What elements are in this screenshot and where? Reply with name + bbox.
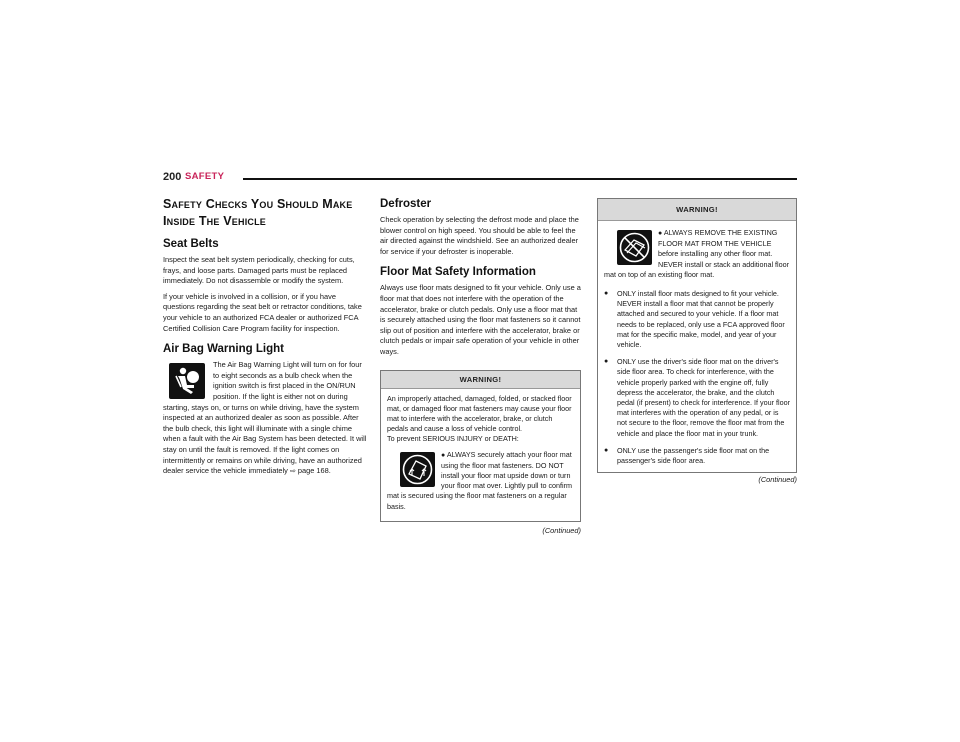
floor-mat-paragraph: Always use floor mats designed to fit your vehicle. Only use a floor mat that does not interfere with the operation of the accelerator, brake or clutch pedals. Only use a floor mat that is securely attached using the floor mat fasteners so it cannot slip out of position and interfere with the accelerator, brake or clutch pedals or impair safe operation of your vehicle in other ways. <box>380 283 581 356</box>
list-item: ● ONLY use the driver's side floor mat on the driver's side floor area. To check for interference, with the vehicle properly parked with the engine off, fully depress the accelerator, the brake, and the clutch pedal (if present) to check for interference. If your floor mat interferes with the operation of any pedal, or is not secure to the floor, remove the floor mat from the vehicle and place the floor mat in your trunk. <box>604 357 790 438</box>
column-2 <box>380 196 581 535</box>
list-item: ● ONLY install floor mats designed to fit your vehicle. NEVER install a floor mat that cannot be properly attached and secured to your vehicle. If a floor mat needs to be replaced, only use a FCA approved floor mat for the specific make, model, and year of your vehicle. <box>604 289 785 350</box>
page-header <box>163 171 797 185</box>
warning-title: WARNING! <box>381 371 580 389</box>
no-stacking-floor-mat-icon <box>617 230 652 265</box>
list-item: ● ONLY use the passenger's side floor mat on the passenger's side floor area. <box>604 445 770 466</box>
continued-label: (Continued) <box>758 475 797 485</box>
column-3 <box>597 196 797 484</box>
section-name: SAFETY <box>185 171 225 182</box>
floor-mat-heading: Floor Mat Safety Information <box>380 266 536 279</box>
page-ref-link[interactable]: page 168. <box>297 466 331 476</box>
page-ref-arrow-icon: ⇨ <box>289 468 296 476</box>
defroster-paragraph: Check operation by selecting the defrost mode and place the blower control on high speed. You should be able to feel the air directed against the windshield. See an authorized dealer for service if your defroster is inoperable. <box>380 215 579 256</box>
seat-belts-paragraph-1: Inspect the seat belt system periodically, checking for cuts, frays, and loose parts. Damaged parts must be replaced immediately. Do not disassemble or modify the system. <box>163 255 355 286</box>
seat-belts-heading: Seat Belts <box>163 238 219 250</box>
section-title-line-1: Safety Checks You Should Make <box>163 197 353 211</box>
bullet-icon: ● <box>604 358 609 366</box>
airbag-warning-icon <box>169 363 205 399</box>
bullet-icon: ● <box>604 290 609 298</box>
section-title <box>163 196 367 230</box>
airbag-block <box>163 360 367 478</box>
continued-label: (Continued) <box>542 525 581 535</box>
warning-item-1 <box>604 228 790 285</box>
seat-belts-paragraph-2: If your vehicle is involved in a collision, or if you have questions regarding the seat belt or retractor conditions, take your vehicle to an authorized FCA dealer or authorized FCA Certified Collision Care Program facility for inspection. <box>163 291 362 333</box>
warning-bullet-list <box>604 289 790 466</box>
airbag-paragraph: The Air Bag Warning Light will turn on for four to eight seconds as a bulb check when the ignition switch is first placed in the ON/RUN position. If the light is either not on during starting, stays on, or turns on while driving, have the system inspected at an authorized dealer as soon as possible. After the bulb check, this light will illuminate with a single chime when a fault with the Air Bag System has been detected. It will stay on until the fault is removed. If the light comes on intermittently or remains on while driving, have an authorized dealer service the vehicle immediately ⇨ page 168. <box>163 360 367 476</box>
defroster-heading: Defroster <box>380 198 432 210</box>
bullet-icon: ● <box>441 451 446 459</box>
warning-body <box>598 221 796 472</box>
warning-intro: An improperly attached, damaged, folded, or stacked floor mat, or damaged floor mat fasteners may cause your floor mat to interfere with the accelerator, brake, or clutch pedals and cause a loss of vehicle control. To prevent SERIOUS INJURY or DEATH: <box>387 393 572 444</box>
warning-box-1 <box>380 370 581 522</box>
warning-item-text: ● ALWAYS REMOVE THE EXISTING FLOOR MAT FROM THE VEHICLE before installing any other floor mat. NEVER install or stack an additional floor mat on top of an existing floor mat. <box>604 228 790 279</box>
bullet-icon: ● <box>658 230 663 237</box>
warning-title: WARNING! <box>598 199 796 221</box>
warning-box-2 <box>597 198 797 473</box>
page-number: 200 <box>163 171 182 183</box>
section-title-line-2: Inside The Vehicle <box>163 214 267 228</box>
warning-item-text: ● ALWAYS securely attach your floor mat using the floor mat fasteners. DO NOT install your floor mat upside down or turn your floor mat over. Lightly pull to confirm mat is secured using the floor mat fasteners on a regular basis. <box>387 449 573 511</box>
floor-mat-fastener-icon <box>400 452 435 487</box>
warning-prevent: To prevent SERIOUS INJURY or DEATH: <box>387 434 519 444</box>
warning-item-1 <box>387 450 574 517</box>
header-rule <box>243 178 797 180</box>
airbag-heading: Air Bag Warning Light <box>163 343 284 356</box>
warning-body <box>381 389 580 521</box>
bullet-icon: ● <box>604 446 609 454</box>
column-1 <box>163 196 367 483</box>
